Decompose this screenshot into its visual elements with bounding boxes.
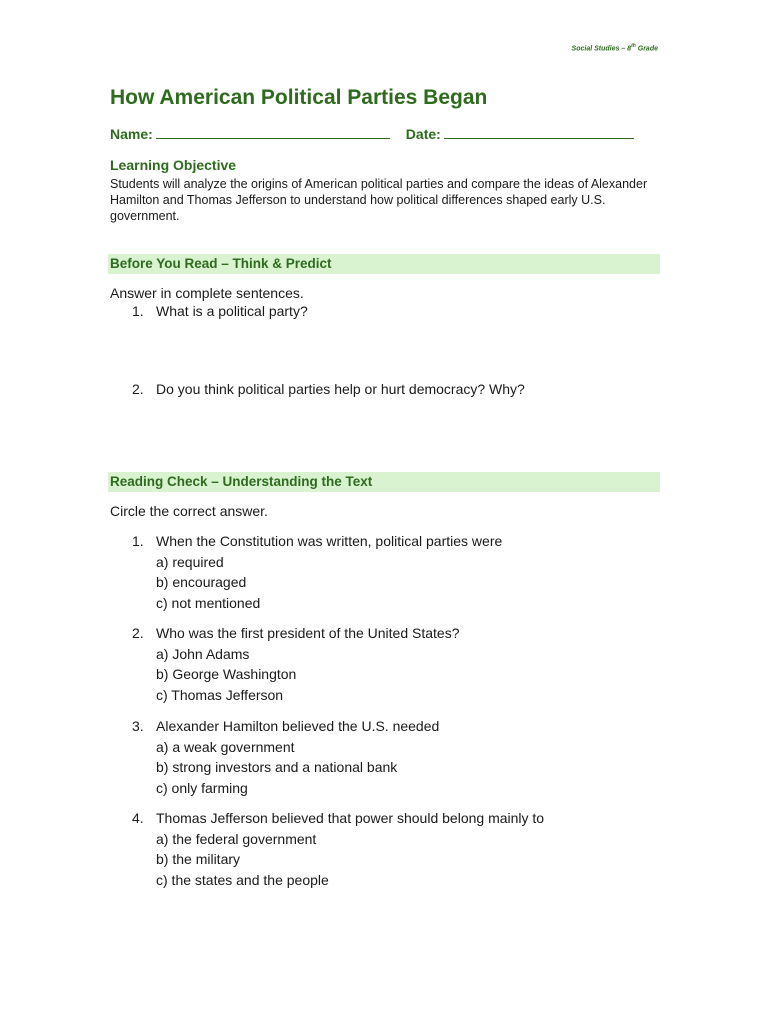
answer-option[interactable]: b) the military [156,851,241,867]
question-text: Do you think political parties help or hurt democracy? Why? [156,381,525,397]
question-text: Thomas Jefferson believed that power should belong mainly to [156,810,545,826]
course-tag-prefix: Social Studies – 8 [571,45,632,53]
page-title: How American Political Parties Began [110,86,488,109]
question-text: What is a political party? [156,303,308,319]
name-blank-line[interactable] [156,126,390,139]
section-heading-before-you-read: Before You Read – Think & Predict [108,254,660,274]
answer-option[interactable]: b) George Washington [156,666,297,682]
answer-option[interactable]: c) not mentioned [156,595,261,611]
question-number: 2. [132,381,144,397]
answer-option[interactable]: a) the federal government [156,831,317,847]
answer-option[interactable]: a) John Adams [156,646,250,662]
question-text: Who was the first president of the United States? [156,625,460,641]
objective-heading: Learning Objective [110,157,237,173]
answer-option[interactable]: b) strong investors and a national bank [156,759,398,775]
objective-text: Students will analyze the origins of American political parties and compare the ideas of Alexander Hamilton and Thomas Jefferson to understand how political differences shaped early U.S. government. [110,177,648,223]
answer-option[interactable]: c) the states and the people [156,872,329,888]
question-number: 1. [132,303,144,319]
question-number: 3. [132,718,144,734]
section1-instruction: Answer in complete sentences. [110,285,304,301]
answer-option[interactable]: a) a weak government [156,739,295,755]
header-course-tag [572,43,658,52]
question-text: Alexander Hamilton believed the U.S. needed [156,718,440,734]
answer-option[interactable]: c) Thomas Jefferson [156,687,284,703]
name-label: Name: [110,126,153,142]
answer-option[interactable]: a) required [156,554,224,570]
answer-option[interactable]: b) encouraged [156,574,247,590]
question-number: 1. [132,533,144,549]
question-text: When the Constitution was written, political parties were [156,533,503,549]
answer-option[interactable]: c) only farming [156,780,248,796]
course-tag-suffix: Grade [635,45,658,53]
section-heading-reading-check: Reading Check – Understanding the Text [108,472,660,492]
question-number: 2. [132,625,144,641]
date-blank-line[interactable] [444,126,634,139]
name-date-row [110,126,634,142]
date-label: Date: [405,126,441,142]
question-number: 4. [132,810,144,826]
course-tag-sup: th [631,43,636,49]
section2-instruction: Circle the correct answer. [110,503,268,519]
